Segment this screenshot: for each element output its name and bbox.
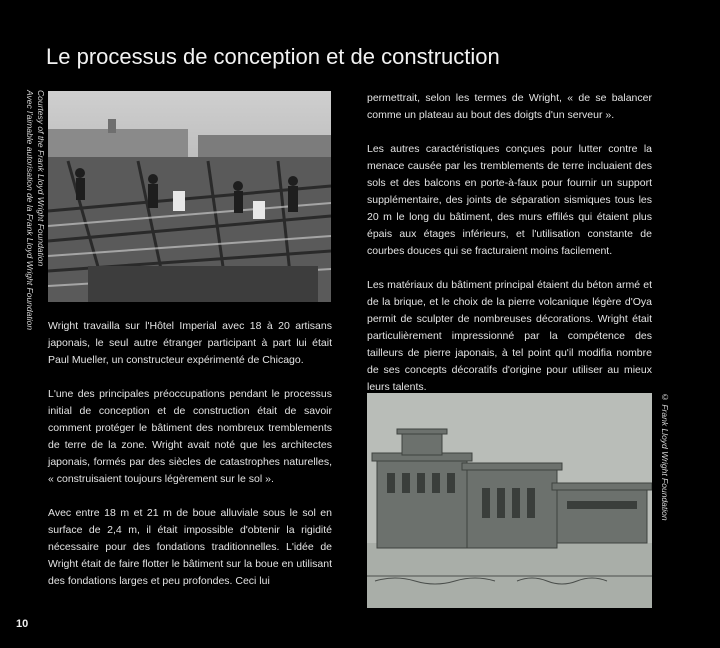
paragraph: Les matériaux du bâtiment principal étaient du béton armé et de la brique, et le choix de la pierre volcanique légère d'Oya permit de sculpter de nombreuses décorations. Wright était particulièrement impressionné par la compétence des tailleurs de pierre japonais, à tel point qu'il modifia nombre de ses concepts décoratifs d'origine pour utiliser au mieux leurs talents. [367, 279, 652, 393]
credit-line-2: Avec l'aimable autorisation de la Frank Lloyd Wright Foundation [25, 90, 35, 331]
elevation-drawing [367, 393, 652, 608]
photo-credit-left [24, 90, 46, 348]
left-text-column [48, 318, 332, 607]
page-number: 10 [16, 618, 29, 630]
paragraph: Avec entre 18 m et 21 m de boue alluviale sous le sol en surface de 2,4 m, il était impossible d'obtenir la rigidité nécessaire pour des fondations traditionnelles. L'idée de Wright était de faire flotter le bâtiment sur la boue en utilisant des fondations larges et peu profondes. Ceci lui [48, 507, 332, 587]
paragraph: Wright travailla sur l'Hôtel Imperial avec 18 à 20 artisans japonais, le seul autre étranger participant à part lui était Paul Mueller, un constructeur expérimenté de Chicago. [48, 320, 332, 366]
credit-line-1: Courtesy of the Frank Lloyd Wright Foundation [36, 90, 46, 267]
right-text-column [367, 90, 652, 413]
paragraph: permettrait, selon les termes de Wright, « de se balancer comme un plateau au bout des doigts d'un serveur ». [367, 92, 652, 121]
construction-photo [48, 91, 331, 302]
page-title: Le processus de conception et de construction [46, 44, 500, 69]
photo-credit-right: © Frank Lloyd Wright Foundation [660, 392, 670, 521]
paragraph: L'une des principales préoccupations pendant le processus initial de conception et de construction était de savoir comment protéger le bâtiment des nombreux tremblements de terre de la zone. Wright avait noté que les architectes japonais, formés par des siècles de catastrophes naturelles, « construisaient toujours légèrement sur le sol ». [48, 388, 332, 485]
paragraph: Les autres caractéristiques conçues pour lutter contre la menace causée par les tremblements de terre incluaient des sols et des balcons en porte-à-faux pour fournir un support supplémentaire, des joints de séparation sismiques tous les 20 m le long du bâtiment, des murs effilés qui étaient plus épais aux étages inférieurs, et l'utilisation constante de courbes douces qui se fracturaient moins facilement. [367, 143, 652, 257]
